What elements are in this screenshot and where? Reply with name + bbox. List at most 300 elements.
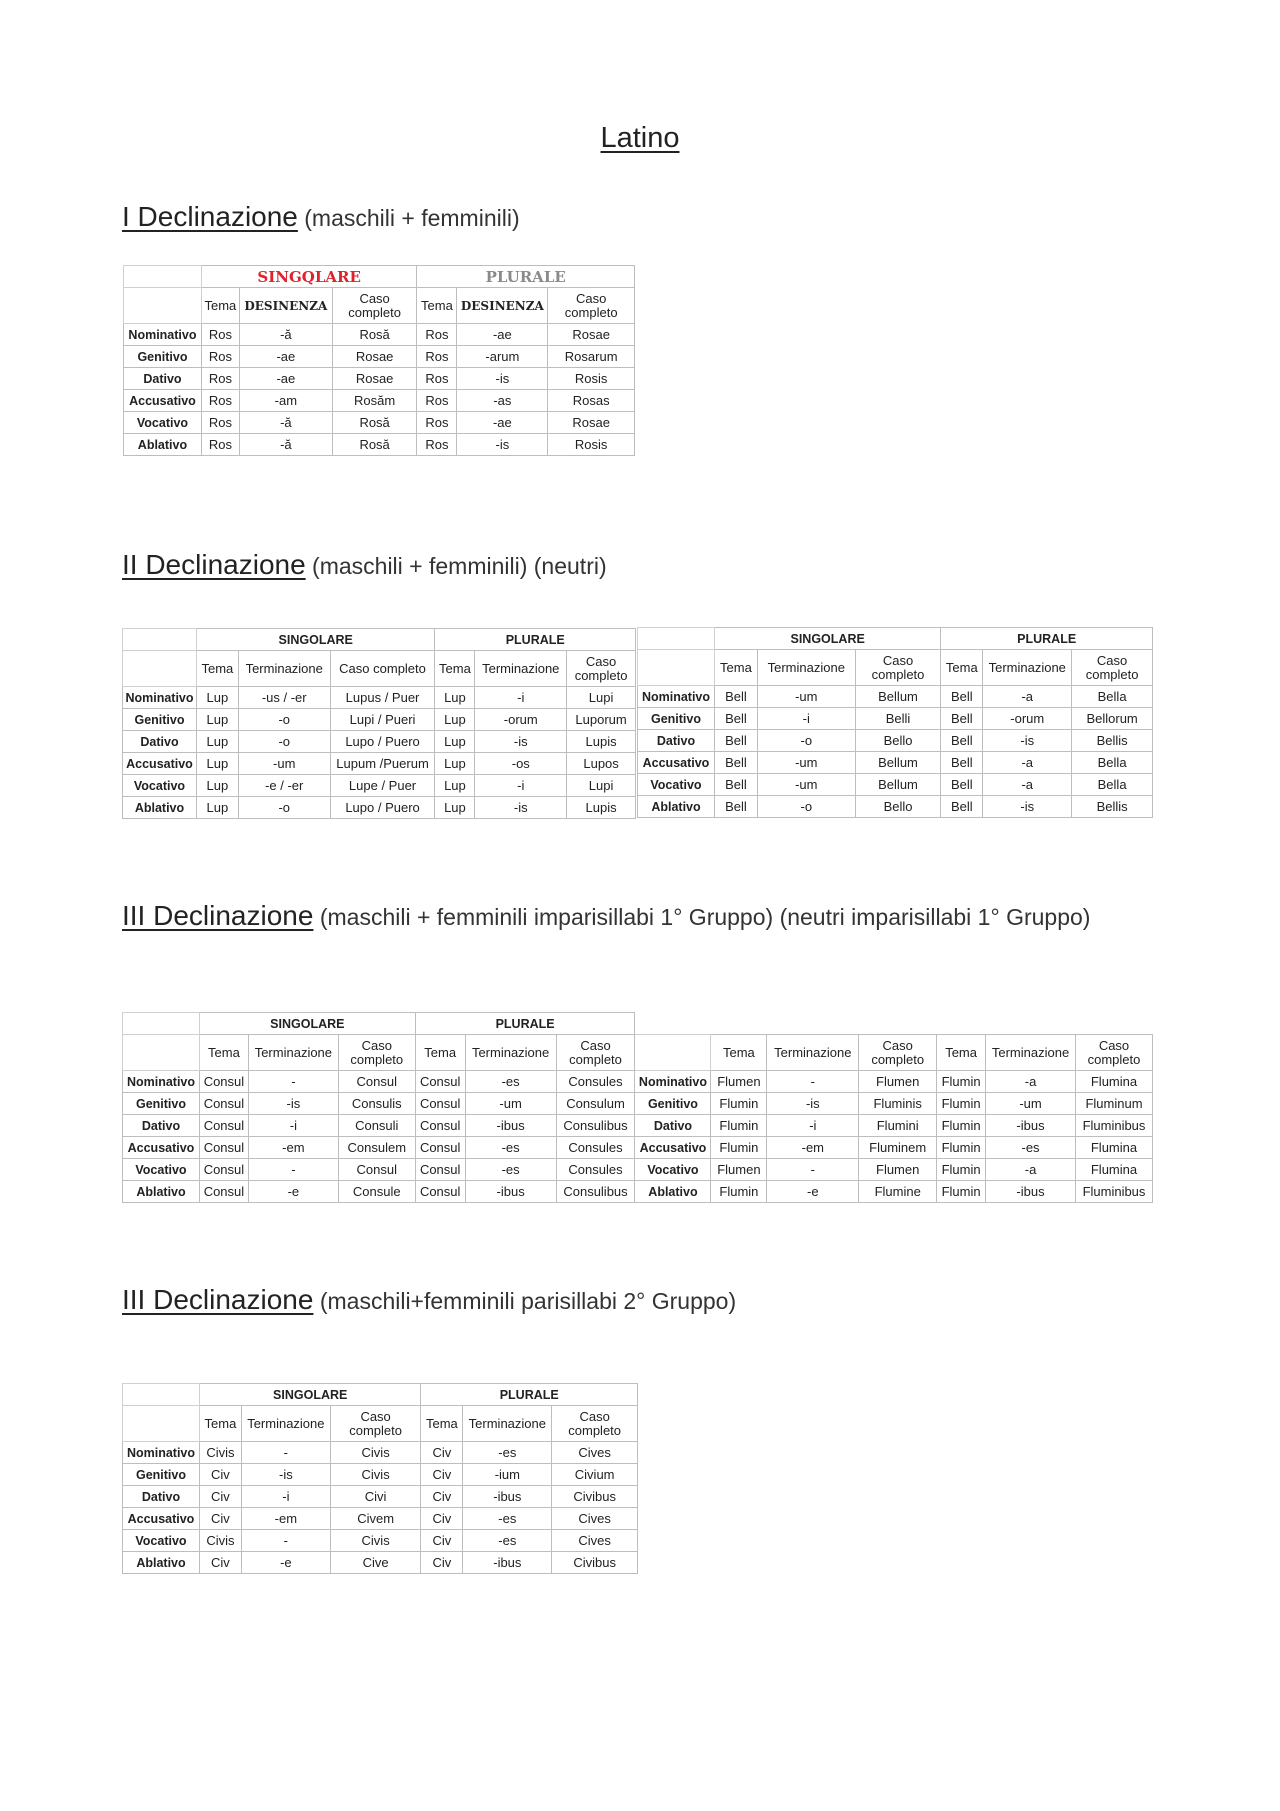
case-label: Vocativo: [635, 1159, 711, 1181]
table-cell: -o: [757, 730, 855, 752]
corner-cell: [638, 628, 715, 650]
case-label: Accusativo: [124, 390, 202, 412]
table-cell: Lup: [196, 709, 238, 731]
table-cell: Civ: [421, 1486, 463, 1508]
case-label: Ablativo: [123, 797, 197, 819]
table-cell: Ros: [417, 412, 457, 434]
table-cell: -um: [757, 686, 855, 708]
table-cell: Consulibus: [556, 1181, 635, 1203]
table-cell: Flumin: [711, 1181, 767, 1203]
table-cell: Civ: [421, 1530, 463, 1552]
table-cell: -i: [757, 708, 855, 730]
table-cell: Lupi: [567, 775, 636, 797]
table-row: [123, 1181, 1153, 1203]
col-caso-completo: Caso completo: [855, 650, 941, 686]
table-cell: Flumen: [711, 1071, 767, 1093]
table-cell: -es: [463, 1442, 552, 1464]
col-tema: Tema: [937, 1035, 986, 1071]
table-cell: Belli: [855, 708, 941, 730]
table-cell: Lupus / Puer: [330, 687, 435, 709]
table-cell: -arum: [457, 346, 548, 368]
table-cell: Rosae: [332, 346, 417, 368]
corner-cell: [638, 650, 715, 686]
table-cell: Lupis: [567, 731, 636, 753]
case-label: Dativo: [123, 1115, 200, 1137]
corner-cell: [123, 651, 197, 687]
col-terminazione: Terminazione: [767, 1035, 859, 1071]
col-tema: Tema: [415, 1035, 465, 1071]
plurale-header: PLURALE: [941, 628, 1153, 650]
table-row: [123, 1115, 1153, 1137]
table-cell: Bellum: [855, 686, 941, 708]
col-caso-completo: Caso completo: [552, 1406, 638, 1442]
table-cell: -is: [475, 797, 567, 819]
case-label: Genitivo: [638, 708, 715, 730]
col-terminazione: Terminazione: [238, 651, 330, 687]
table-cell: Consules: [556, 1137, 635, 1159]
table-cell: -us / -er: [238, 687, 330, 709]
table-cell: Civibus: [552, 1552, 638, 1574]
table-cell: Flumin: [711, 1137, 767, 1159]
table-cell: Bellis: [1072, 730, 1153, 752]
table-cell: Lupe / Puer: [330, 775, 435, 797]
table-cell: -a: [986, 1159, 1076, 1181]
col-caso-completo: Caso completo: [567, 651, 636, 687]
table-cell: Bell: [941, 796, 983, 818]
table-cell: Rosă: [332, 324, 417, 346]
table-cell: -um: [757, 774, 855, 796]
table-cell: -i: [475, 687, 567, 709]
table-cell: -ae: [457, 412, 548, 434]
table-cell: Lupo / Puero: [330, 731, 435, 753]
table-cell: Bello: [855, 730, 941, 752]
case-label: Dativo: [123, 731, 197, 753]
table-cell: Lup: [435, 797, 475, 819]
table-cell: -o: [757, 796, 855, 818]
table-cell: Luporum: [567, 709, 636, 731]
table-cell: -i: [767, 1115, 859, 1137]
table-cell: -: [767, 1159, 859, 1181]
singolare-header: SINGOLARE: [199, 1384, 420, 1406]
table-cell: Civi: [330, 1486, 421, 1508]
declension-table-2-masc-fem: [122, 628, 636, 819]
table-cell: Civ: [199, 1552, 241, 1574]
corner-cell: [635, 1035, 711, 1071]
table-row: [123, 1486, 638, 1508]
table-cell: Consul: [338, 1071, 415, 1093]
table-cell: Bell: [941, 752, 983, 774]
table-cell: -ae: [457, 324, 548, 346]
table-cell: Bell: [714, 708, 757, 730]
col-tema: Tema: [417, 288, 457, 324]
table-cell: -is: [457, 368, 548, 390]
table-cell: -is: [248, 1093, 338, 1115]
table-cell: -a: [986, 1071, 1076, 1093]
table-cell: -o: [238, 731, 330, 753]
heading-decl3-imparisillabi: III Declinazione (maschili + femminili imparisillabi 1° Gruppo) (neutri imparisillabi 1° Gruppo): [122, 900, 1091, 931]
table-cell: Bell: [941, 774, 983, 796]
table-cell: Civ: [421, 1442, 463, 1464]
table-cell: -e / -er: [238, 775, 330, 797]
table-cell: Flumine: [859, 1181, 937, 1203]
table-cell: -e: [248, 1181, 338, 1203]
table-cell: -es: [465, 1137, 556, 1159]
table-cell: Consul: [415, 1115, 465, 1137]
table-cell: Consul: [415, 1181, 465, 1203]
table-cell: -ibus: [463, 1486, 552, 1508]
table-cell: -ibus: [986, 1181, 1076, 1203]
table-cell: Lup: [435, 731, 475, 753]
singolare-header: SINGOLARE: [714, 628, 940, 650]
col-tema: Tema: [711, 1035, 767, 1071]
table-cell: Civis: [330, 1530, 421, 1552]
table-cell: Bellis: [1072, 796, 1153, 818]
table-row: [638, 686, 1153, 708]
col-caso-completo: Caso completo: [556, 1035, 635, 1071]
table-cell: -ibus: [463, 1552, 552, 1574]
singolare-header: SINGQLARE: [201, 266, 417, 288]
case-label: Dativo: [638, 730, 715, 752]
table-row: [638, 730, 1153, 752]
table-row: [123, 1071, 1153, 1093]
table-cell: -orum: [983, 708, 1072, 730]
corner-cell: [123, 1406, 200, 1442]
table-cell: Cive: [330, 1552, 421, 1574]
table-cell: Rosae: [548, 412, 635, 434]
table-cell: Lupis: [567, 797, 636, 819]
table-row: [123, 1464, 638, 1486]
table-cell: -em: [248, 1137, 338, 1159]
col-terminazione: Terminazione: [475, 651, 567, 687]
table-cell: -: [248, 1071, 338, 1093]
case-label: Vocativo: [638, 774, 715, 796]
table-cell: -es: [986, 1137, 1076, 1159]
corner-cell: [123, 1035, 200, 1071]
table-cell: -ae: [239, 346, 332, 368]
table-cell: Consulem: [338, 1137, 415, 1159]
case-label: Ablativo: [635, 1181, 711, 1203]
table-cell: Consules: [556, 1071, 635, 1093]
table-cell: Bell: [714, 752, 757, 774]
declension-table-4-parisillabi: [122, 1383, 638, 1574]
case-label: Accusativo: [638, 752, 715, 774]
table-cell: Ros: [201, 324, 239, 346]
table-cell: Civ: [421, 1508, 463, 1530]
table-cell: Rosae: [548, 324, 635, 346]
table-cell: -um: [238, 753, 330, 775]
table-cell: -um: [757, 752, 855, 774]
table-cell: Rosăm: [332, 390, 417, 412]
table-cell: Rosas: [548, 390, 635, 412]
table-cell: Cives: [552, 1442, 638, 1464]
case-label: Accusativo: [635, 1137, 711, 1159]
table-cell: Bella: [1072, 686, 1153, 708]
case-label: Vocativo: [123, 1159, 200, 1181]
col-terminazione: Terminazione: [983, 650, 1072, 686]
table-cell: -i: [475, 775, 567, 797]
table-row: [638, 708, 1153, 730]
col-caso-completo: Caso completo: [332, 288, 417, 324]
col-terminazione: Terminazione: [248, 1035, 338, 1071]
table-cell: -es: [463, 1530, 552, 1552]
col-tema: Tema: [714, 650, 757, 686]
col-caso-completo: Caso completo: [1072, 650, 1153, 686]
table-cell: Lupi / Pueri: [330, 709, 435, 731]
table-cell: -ibus: [465, 1115, 556, 1137]
table-cell: Bello: [855, 796, 941, 818]
col-desinenza: DESINENZA: [239, 288, 332, 324]
table-cell: Consulum: [556, 1093, 635, 1115]
corner-cell: [124, 288, 202, 324]
table-cell: Flumin: [937, 1137, 986, 1159]
corner-cell: [123, 1384, 200, 1406]
col-tema: Tema: [941, 650, 983, 686]
table-cell: Consul: [199, 1159, 248, 1181]
case-label: Dativo: [123, 1486, 200, 1508]
plurale-header: PLURALE: [421, 1384, 638, 1406]
table-cell: Consul: [199, 1115, 248, 1137]
table-cell: Lup: [196, 797, 238, 819]
table-cell: Bellum: [855, 774, 941, 796]
case-label: Ablativo: [124, 434, 202, 456]
case-label: Nominativo: [123, 687, 197, 709]
plurale-header: PLURALE: [435, 629, 636, 651]
table-cell: Ros: [417, 324, 457, 346]
table-cell: Flumin: [937, 1181, 986, 1203]
table-cell: Bell: [714, 774, 757, 796]
col-caso-completo: Caso completo: [330, 1406, 421, 1442]
case-label: Genitivo: [123, 1093, 200, 1115]
table-cell: -ae: [239, 368, 332, 390]
table-cell: Lup: [435, 753, 475, 775]
table-cell: -: [241, 1530, 330, 1552]
table-row: [123, 1552, 638, 1574]
case-label: Ablativo: [638, 796, 715, 818]
table-cell: -em: [767, 1137, 859, 1159]
table-cell: Lupum /Puerum: [330, 753, 435, 775]
table-cell: -: [241, 1442, 330, 1464]
declension-table-2-neutri: [637, 627, 1153, 818]
table-cell: Lupo / Puero: [330, 797, 435, 819]
table-cell: Consul: [199, 1181, 248, 1203]
table-row: [123, 687, 636, 709]
table-cell: Bella: [1072, 752, 1153, 774]
col-tema: Tema: [199, 1035, 248, 1071]
table-cell: -e: [767, 1181, 859, 1203]
table-row: [123, 731, 636, 753]
col-tema: Tema: [199, 1406, 241, 1442]
table-cell: Civ: [199, 1464, 241, 1486]
table-cell: Ros: [417, 346, 457, 368]
table-cell: -ibus: [465, 1181, 556, 1203]
col-terminazione: Terminazione: [757, 650, 855, 686]
table-cell: Rosarum: [548, 346, 635, 368]
table-cell: Civis: [199, 1530, 241, 1552]
col-tema: Tema: [435, 651, 475, 687]
col-terminazione: Terminazione: [465, 1035, 556, 1071]
table-cell: Lup: [196, 775, 238, 797]
col-terminazione: Terminazione: [463, 1406, 552, 1442]
case-label: Ablativo: [123, 1552, 200, 1574]
table-cell: -os: [475, 753, 567, 775]
table-cell: -e: [241, 1552, 330, 1574]
page-title: Latino: [600, 122, 680, 154]
table-cell: Bella: [1072, 774, 1153, 796]
table-cell: Civis: [330, 1442, 421, 1464]
col-caso-completo: Caso completo: [859, 1035, 937, 1071]
col-terminazione: Terminazione: [986, 1035, 1076, 1071]
table-cell: -es: [465, 1071, 556, 1093]
table-cell: Bellorum: [1072, 708, 1153, 730]
table-cell: Flumin: [937, 1115, 986, 1137]
col-desinenza: DESINENZA: [457, 288, 548, 324]
table-cell: -: [248, 1159, 338, 1181]
case-label: Nominativo: [635, 1071, 711, 1093]
case-label: Genitivo: [123, 709, 197, 731]
table-cell: Rosis: [548, 434, 635, 456]
case-label: Nominativo: [123, 1442, 200, 1464]
table-row: [123, 1093, 1153, 1115]
table-cell: -is: [983, 796, 1072, 818]
table-cell: Consul: [199, 1071, 248, 1093]
table-cell: Lup: [196, 753, 238, 775]
table-cell: Civibus: [552, 1486, 638, 1508]
table-row: [124, 390, 635, 412]
table-row: [123, 1508, 638, 1530]
case-label: Vocativo: [123, 775, 197, 797]
table-cell: Civem: [330, 1508, 421, 1530]
case-label: Genitivo: [123, 1464, 200, 1486]
table-cell: -a: [983, 752, 1072, 774]
table-cell: Civis: [199, 1442, 241, 1464]
col-caso-completo: Caso completo: [548, 288, 635, 324]
table-cell: Flumin: [937, 1071, 986, 1093]
table-cell: -um: [986, 1093, 1076, 1115]
heading-decl3-parisillabi: III Declinazione (maschili+femminili parisillabi 2° Gruppo): [122, 1284, 737, 1315]
corner-cell: [124, 266, 202, 288]
col-caso-completo: Caso completo: [330, 651, 435, 687]
col-terminazione: Terminazione: [241, 1406, 330, 1442]
table-cell: Fluminibus: [1075, 1115, 1152, 1137]
table-cell: Flumen: [859, 1071, 937, 1093]
table-row: [124, 346, 635, 368]
table-cell: Ros: [201, 368, 239, 390]
table-cell: -um: [465, 1093, 556, 1115]
case-label: Nominativo: [123, 1071, 200, 1093]
table-cell: Flumina: [1075, 1159, 1152, 1181]
corner-cell: [123, 1013, 200, 1035]
table-row: [123, 797, 636, 819]
table-cell: Bell: [714, 796, 757, 818]
table-cell: Rosae: [332, 368, 417, 390]
case-label: Accusativo: [123, 1508, 200, 1530]
table-cell: Lup: [435, 709, 475, 731]
table-cell: Civis: [330, 1464, 421, 1486]
table-cell: Consulibus: [556, 1115, 635, 1137]
table-cell: Ros: [201, 412, 239, 434]
table-cell: Civium: [552, 1464, 638, 1486]
table-cell: -a: [983, 774, 1072, 796]
case-label: Dativo: [124, 368, 202, 390]
empty-header-space: [635, 1013, 1153, 1035]
table-cell: -ă: [239, 434, 332, 456]
table-cell: -ibus: [986, 1115, 1076, 1137]
table-cell: Civ: [421, 1464, 463, 1486]
table-cell: Fluminem: [859, 1137, 937, 1159]
table-cell: -orum: [475, 709, 567, 731]
table-row: [124, 434, 635, 456]
table-row: [123, 1137, 1153, 1159]
col-caso-completo: Caso completo: [1075, 1035, 1152, 1071]
table-row: [123, 1442, 638, 1464]
table-cell: Rosă: [332, 412, 417, 434]
table-cell: Bellum: [855, 752, 941, 774]
table-cell: Lup: [196, 731, 238, 753]
table-cell: Consul: [415, 1137, 465, 1159]
table-cell: -ium: [463, 1464, 552, 1486]
table-cell: Consuli: [338, 1115, 415, 1137]
table-cell: Consule: [338, 1181, 415, 1203]
col-tema: Tema: [421, 1406, 463, 1442]
table-cell: Fluminum: [1075, 1093, 1152, 1115]
heading-decl2: II Declinazione (maschili + femminili) (neutri): [122, 549, 607, 580]
case-label: Ablativo: [123, 1181, 200, 1203]
table-cell: Lupi: [567, 687, 636, 709]
table-cell: Ros: [417, 434, 457, 456]
table-cell: Consul: [338, 1159, 415, 1181]
table-cell: -i: [241, 1486, 330, 1508]
table-cell: -ă: [239, 412, 332, 434]
table-cell: Bell: [941, 686, 983, 708]
case-label: Genitivo: [635, 1093, 711, 1115]
table-cell: Lup: [196, 687, 238, 709]
table-cell: Consul: [415, 1071, 465, 1093]
table-cell: Ros: [201, 346, 239, 368]
table-cell: -o: [238, 709, 330, 731]
case-label: Genitivo: [124, 346, 202, 368]
case-label: Nominativo: [124, 324, 202, 346]
table-cell: Flumen: [859, 1159, 937, 1181]
table-cell: Consul: [415, 1159, 465, 1181]
table-cell: -is: [241, 1464, 330, 1486]
table-cell: Civ: [421, 1552, 463, 1574]
table-cell: Consules: [556, 1159, 635, 1181]
table-cell: -as: [457, 390, 548, 412]
table-cell: Consul: [199, 1093, 248, 1115]
table-cell: -is: [475, 731, 567, 753]
table-cell: Flumin: [711, 1115, 767, 1137]
table-cell: Cives: [552, 1530, 638, 1552]
singolare-header: SINGOLARE: [196, 629, 434, 651]
table-row: [638, 752, 1153, 774]
table-cell: -am: [239, 390, 332, 412]
table-row: [123, 775, 636, 797]
table-row: [124, 412, 635, 434]
corner-cell: [123, 629, 197, 651]
table-cell: -em: [241, 1508, 330, 1530]
table-cell: Bell: [941, 730, 983, 752]
col-tema: Tema: [196, 651, 238, 687]
table-cell: -es: [463, 1508, 552, 1530]
table-cell: Flumin: [937, 1093, 986, 1115]
table-cell: Consul: [415, 1093, 465, 1115]
table-cell: Flumin: [711, 1093, 767, 1115]
case-label: Accusativo: [123, 753, 197, 775]
table-cell: Cives: [552, 1508, 638, 1530]
table-cell: Lupos: [567, 753, 636, 775]
col-caso-completo: Caso completo: [338, 1035, 415, 1071]
table-cell: Ros: [201, 390, 239, 412]
